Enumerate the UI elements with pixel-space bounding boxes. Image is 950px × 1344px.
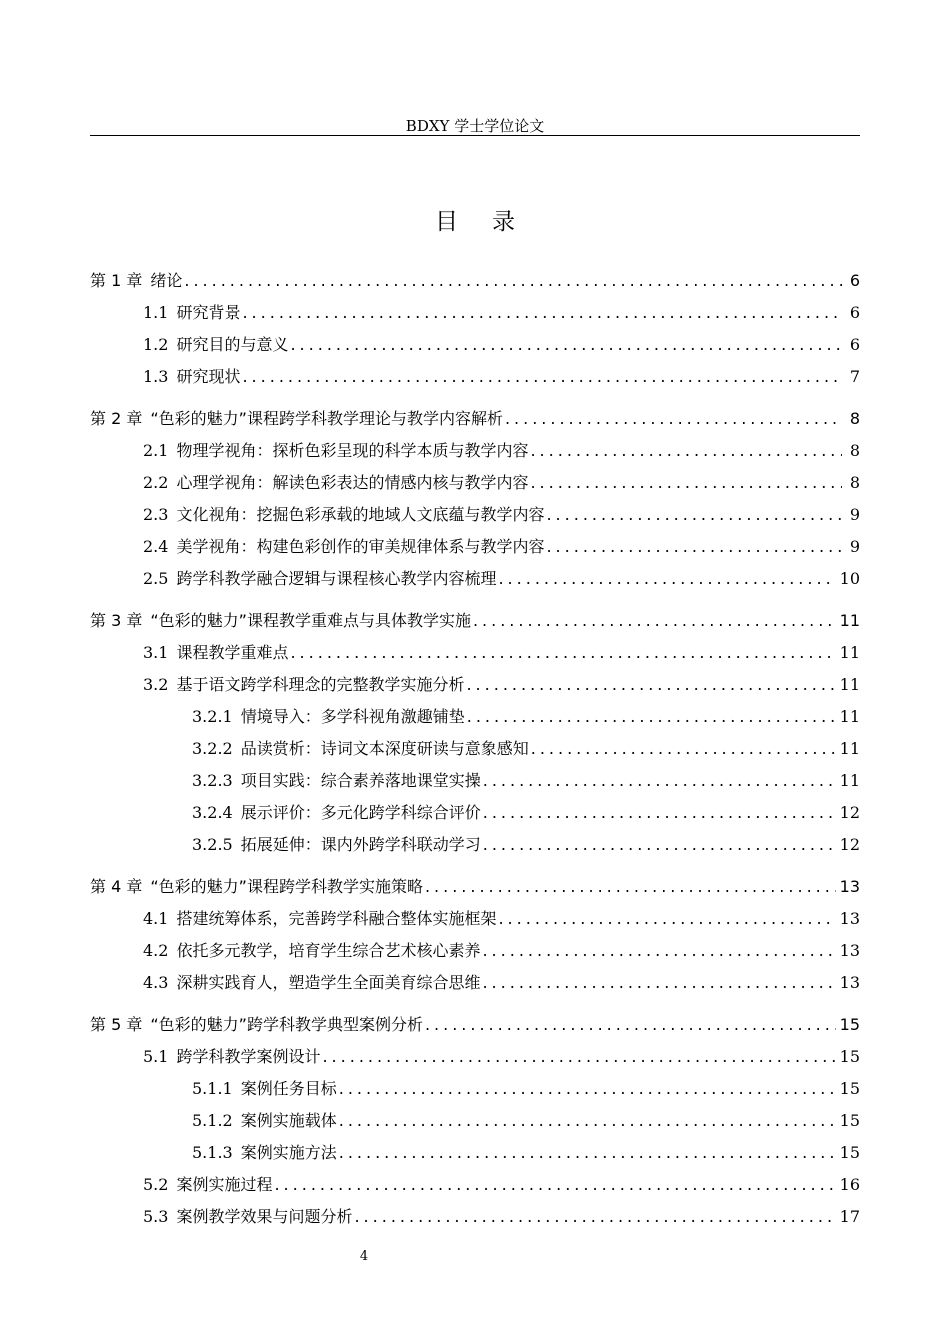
toc-entry-label <box>90 1012 423 1035</box>
toc-entry-number: 4.2 <box>143 941 169 960</box>
toc-entry-label <box>143 332 288 355</box>
toc-dot-leader <box>498 909 835 928</box>
toc-entry-page: 13 <box>839 877 860 896</box>
toc-entry[interactable] <box>90 1204 860 1236</box>
toc-entry-title: 拓展延伸：课内外跨学科联动学习 <box>240 835 481 854</box>
toc-entry-label <box>90 406 503 429</box>
toc-dot-leader <box>531 739 836 758</box>
page-number: 4 <box>359 1249 369 1264</box>
toc-dot-leader <box>184 271 842 290</box>
toc-entry-label <box>143 438 528 461</box>
toc-entry-page: 13 <box>839 909 860 928</box>
toc-dot-leader <box>466 675 835 694</box>
toc-entry[interactable] <box>90 470 860 502</box>
toc-entry-label <box>143 300 240 323</box>
toc-entry-label <box>143 534 544 557</box>
toc-entry-page: 12 <box>839 803 860 822</box>
toc-entry-page: 11 <box>839 611 860 630</box>
toc-entry[interactable] <box>90 1076 860 1108</box>
toc-entry[interactable] <box>90 608 860 640</box>
toc-entry-number: 2.2 <box>143 473 169 492</box>
toc-entry-page: 11 <box>839 707 860 726</box>
toc-entry-title: “色彩的魅力”课程跨学科教学理论与教学内容解析 <box>150 409 503 428</box>
toc-entry-label <box>192 1108 337 1131</box>
toc-entry-title: 案例教学效果与问题分析 <box>176 1207 353 1226</box>
toc-entry-page: 15 <box>839 1143 860 1162</box>
toc-entry-number: 5.1 <box>143 1047 169 1066</box>
toc-entry-number: 3.2.1 <box>192 707 233 726</box>
toc-entry-number: 3.1 <box>143 643 169 662</box>
toc-entry-page: 11 <box>839 675 860 694</box>
toc-dot-leader <box>242 367 842 386</box>
toc-entry[interactable] <box>90 1044 860 1076</box>
toc-entry-page: 13 <box>839 973 860 992</box>
toc-entry-page: 15 <box>839 1111 860 1130</box>
toc-entry[interactable] <box>90 672 860 704</box>
toc-entry[interactable] <box>90 832 860 864</box>
toc-dot-leader <box>482 941 835 960</box>
table-of-contents <box>90 268 860 1236</box>
toc-entry[interactable] <box>90 566 860 598</box>
toc-entry-title: 研究现状 <box>176 367 241 386</box>
toc-dot-leader <box>505 409 842 428</box>
toc-entry-label <box>143 470 528 493</box>
toc-entry-number: 4.1 <box>143 909 169 928</box>
toc-entry-number: 4.3 <box>143 973 169 992</box>
toc-entry-label <box>143 938 480 961</box>
toc-dot-leader <box>530 473 842 492</box>
toc-entry-page: 12 <box>839 835 860 854</box>
toc-entry-title: 课程教学重难点 <box>176 643 289 662</box>
toc-entry-title: 品读赏析：诗词文本深度研读与意象感知 <box>240 739 529 758</box>
toc-entry-number: 3.2.4 <box>192 803 233 822</box>
toc-entry-title: 跨学科教学融合逻辑与课程核心教学内容梳理 <box>176 569 497 588</box>
toc-entry[interactable] <box>90 534 860 566</box>
toc-entry-label <box>192 832 481 855</box>
toc-dot-leader <box>467 707 836 726</box>
toc-entry-page: 10 <box>839 569 860 588</box>
toc-dot-leader <box>483 835 836 854</box>
toc-entry-title: 物理学视角：探析色彩呈现的科学本质与教学内容 <box>176 441 529 460</box>
toc-dot-leader <box>530 441 842 460</box>
toc-entry[interactable] <box>90 906 860 938</box>
toc-entry-page: 15 <box>839 1015 860 1034</box>
toc-entry-page: 8 <box>849 409 860 428</box>
toc-entry-number: 2.4 <box>143 537 169 556</box>
toc-dot-leader <box>546 537 842 556</box>
toc-entry-label <box>143 1172 272 1195</box>
toc-dot-leader <box>274 1175 835 1194</box>
toc-entry[interactable] <box>90 268 860 300</box>
toc-dot-leader <box>354 1207 835 1226</box>
toc-entry[interactable] <box>90 704 860 736</box>
toc-entry-page: 15 <box>839 1047 860 1066</box>
toc-entry-label <box>192 768 481 791</box>
toc-entry-title: 心理学视角：解读色彩表达的情感内核与教学内容 <box>176 473 529 492</box>
toc-entry-page: 16 <box>839 1175 860 1194</box>
toc-entry[interactable] <box>90 332 860 364</box>
toc-entry-number: 3.2 <box>143 675 169 694</box>
toc-entry-title: 情境导入：多学科视角激趣铺垫 <box>240 707 465 726</box>
toc-dot-leader <box>473 611 836 630</box>
toc-entry[interactable] <box>90 1108 860 1140</box>
toc-entry-number: 1.2 <box>143 335 169 354</box>
toc-entry-label <box>192 704 465 727</box>
toc-entry-title: 搭建统筹体系，完善跨学科融合整体实施框架 <box>176 909 497 928</box>
toc-entry-number: 5.1.2 <box>192 1111 233 1130</box>
toc-entry-number: 1.3 <box>143 367 169 386</box>
toc-entry-page: 6 <box>849 303 860 322</box>
header-divider <box>90 135 860 136</box>
toc-entry-number: 2.3 <box>143 505 169 524</box>
toc-entry-page: 11 <box>839 643 860 662</box>
toc-entry-title: 文化视角：挖掘色彩承载的地域人文底蕴与教学内容 <box>176 505 545 524</box>
toc-entry-title: 美学视角：构建色彩创作的审美规律体系与教学内容 <box>176 537 545 556</box>
toc-entry-label <box>143 502 544 525</box>
toc-entry-label <box>143 364 240 387</box>
page-footer <box>0 1249 950 1264</box>
toc-entry[interactable] <box>90 438 860 470</box>
toc-entry-number: 第 2 章 <box>90 409 143 428</box>
toc-entry-number: 3.2.3 <box>192 771 233 790</box>
toc-entry-title: 深耕实践育人，塑造学生全面美育综合思维 <box>176 973 481 992</box>
toc-entry-number: 第 5 章 <box>90 1015 143 1034</box>
toc-entry-page: 9 <box>849 537 860 556</box>
toc-entry-label <box>192 1076 337 1099</box>
toc-entry-number: 1.1 <box>143 303 169 322</box>
toc-entry-page: 9 <box>849 505 860 524</box>
toc-dot-leader <box>498 569 835 588</box>
toc-entry[interactable] <box>90 406 860 438</box>
toc-entry-number: 2.5 <box>143 569 169 588</box>
toc-entry-page: 11 <box>839 771 860 790</box>
toc-entry-label <box>143 1044 320 1067</box>
toc-entry-title: 案例实施载体 <box>240 1111 337 1130</box>
running-header: BDXY 学士学位论文 <box>405 117 545 135</box>
toc-entry-number: 5.1.1 <box>192 1079 233 1098</box>
toc-entry-label <box>90 608 471 631</box>
toc-dot-leader <box>290 643 835 662</box>
toc-entry-page: 17 <box>839 1207 860 1226</box>
toc-entry-number: 第 3 章 <box>90 611 143 630</box>
toc-entry-page: 8 <box>849 473 860 492</box>
toc-entry-label <box>143 640 288 663</box>
toc-entry-title: 绪论 <box>150 271 183 290</box>
toc-entry-label <box>143 906 496 929</box>
toc-entry-label <box>143 970 480 993</box>
toc-entry-label <box>143 566 496 589</box>
toc-entry[interactable] <box>90 364 860 396</box>
toc-entry-page: 13 <box>839 941 860 960</box>
toc-entry-title: 跨学科教学案例设计 <box>176 1047 321 1066</box>
toc-dot-leader <box>425 1015 836 1034</box>
page-title: 目录 <box>435 209 549 235</box>
toc-entry-title: “色彩的魅力”课程教学重难点与具体教学实施 <box>150 611 471 630</box>
toc-entry-title: 研究目的与意义 <box>176 335 289 354</box>
toc-entry-label <box>192 1140 337 1163</box>
toc-entry-label <box>192 736 529 759</box>
toc-entry-title: 案例任务目标 <box>240 1079 337 1098</box>
toc-entry-title: 展示评价：多元化跨学科综合评价 <box>240 803 481 822</box>
toc-entry-title: “色彩的魅力”课程跨学科教学实施策略 <box>150 877 423 896</box>
toc-entry[interactable] <box>90 640 860 672</box>
toc-entry-page: 6 <box>849 335 860 354</box>
toc-entry[interactable] <box>90 1140 860 1172</box>
toc-entry-label <box>90 268 182 291</box>
toc-dot-leader <box>339 1079 836 1098</box>
toc-entry[interactable] <box>90 800 860 832</box>
toc-entry-title: “色彩的魅力”跨学科教学典型案例分析 <box>150 1015 423 1034</box>
toc-entry[interactable] <box>90 874 860 906</box>
toc-entry-number: 第 4 章 <box>90 877 143 896</box>
toc-entry[interactable] <box>90 1172 860 1204</box>
toc-entry-label <box>192 800 481 823</box>
toc-entry-number: 第 1 章 <box>90 271 143 290</box>
toc-entry-title: 依托多元教学，培育学生综合艺术核心素养 <box>176 941 481 960</box>
toc-entry[interactable] <box>90 300 860 332</box>
toc-entry-title: 基于语文跨学科理念的完整教学实施分析 <box>176 675 465 694</box>
toc-dot-leader <box>425 877 836 896</box>
toc-entry-title: 案例实施过程 <box>176 1175 273 1194</box>
toc-entry[interactable] <box>90 938 860 970</box>
toc-entry-page: 11 <box>839 739 860 758</box>
toc-entry-number: 3.2.2 <box>192 739 233 758</box>
toc-entry[interactable] <box>90 1012 860 1044</box>
toc-dot-leader <box>546 505 842 524</box>
toc-dot-leader <box>483 771 836 790</box>
toc-entry-label <box>143 1204 352 1227</box>
toc-entry-number: 5.3 <box>143 1207 169 1226</box>
toc-entry[interactable] <box>90 970 860 1002</box>
toc-dot-leader <box>322 1047 835 1066</box>
toc-dot-leader <box>290 335 842 354</box>
toc-entry-label <box>143 672 464 695</box>
toc-entry-page: 15 <box>839 1079 860 1098</box>
toc-entry[interactable] <box>90 768 860 800</box>
toc-dot-leader <box>339 1143 836 1162</box>
toc-entry-page: 7 <box>849 367 860 386</box>
toc-dot-leader <box>483 803 836 822</box>
toc-dot-leader <box>482 973 835 992</box>
toc-entry-number: 2.1 <box>143 441 169 460</box>
toc-entry-number: 3.2.5 <box>192 835 233 854</box>
toc-entry-title: 案例实施方法 <box>240 1143 337 1162</box>
toc-entry-page: 8 <box>849 441 860 460</box>
toc-entry-label <box>90 874 423 897</box>
toc-entry-page: 6 <box>849 271 860 290</box>
toc-entry-number: 5.2 <box>143 1175 169 1194</box>
toc-entry-number: 5.1.3 <box>192 1143 233 1162</box>
toc-entry-title: 研究背景 <box>176 303 241 322</box>
toc-entry[interactable] <box>90 736 860 768</box>
toc-dot-leader <box>339 1111 836 1130</box>
toc-dot-leader <box>242 303 842 322</box>
toc-entry[interactable] <box>90 502 860 534</box>
toc-entry-title: 项目实践：综合素养落地课堂实操 <box>240 771 481 790</box>
